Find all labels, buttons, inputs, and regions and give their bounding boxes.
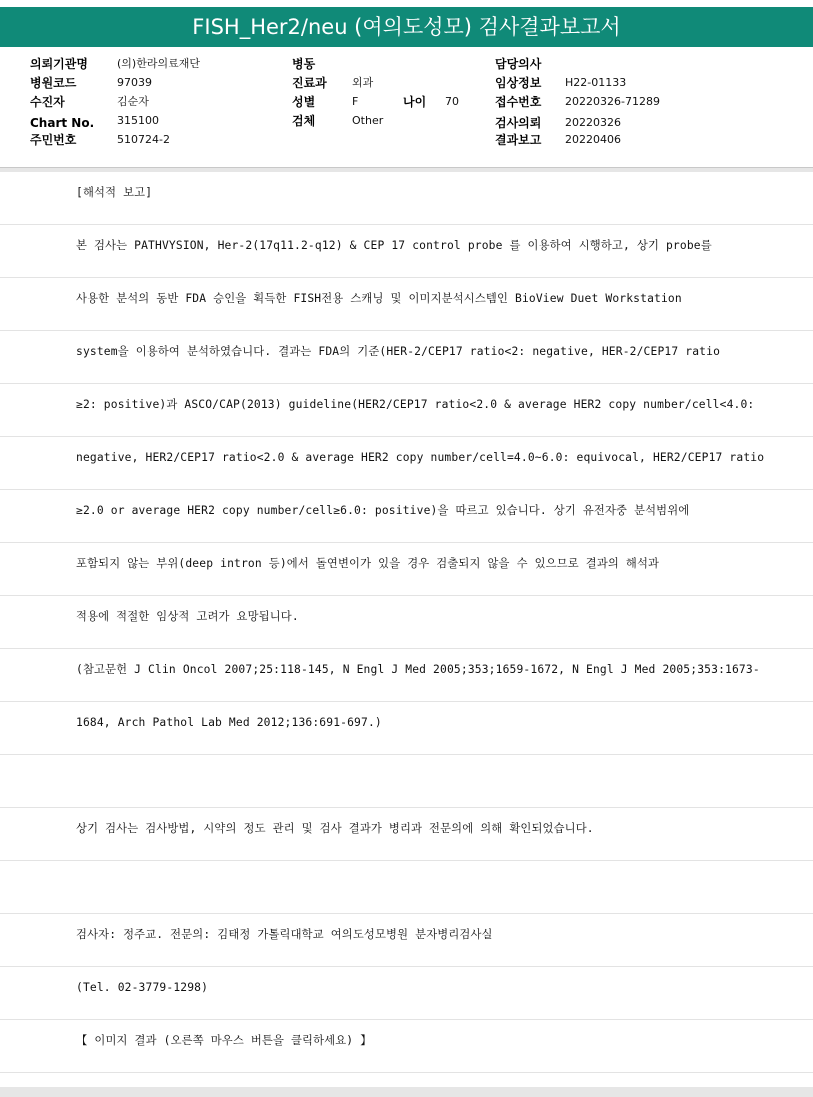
report-line xyxy=(0,861,813,914)
examinee-label: 수진자 xyxy=(30,95,65,109)
report-line xyxy=(0,225,813,278)
test-request-value: 20220326 xyxy=(565,116,621,129)
institution-label: 의뢰기관명 xyxy=(30,57,88,71)
clinical-info-label: 임상정보 xyxy=(495,76,542,90)
report-line-text: 적용에 적절한 임상적 고려가 요망됩니다. xyxy=(76,610,299,623)
report-line-text: system을 이용하여 분석하였습니다. 결과는 FDA의 기준(HER-2/CEP17 ratio<2: negative, HER-2/CEP17 ratio xyxy=(76,345,721,358)
sex-value: F xyxy=(352,95,359,108)
test-request-label: 검사의뢰 xyxy=(495,116,542,130)
report-line xyxy=(0,384,813,437)
report-line xyxy=(0,967,813,1020)
report-line-text: 사용한 분석의 동반 FDA 승인을 획득한 FISH전용 스캐닝 및 이미지분석시스템인 BioView Duet Workstation xyxy=(76,292,682,305)
report-line-text: (참고문헌 J Clin Oncol 2007;25:118-145, N Engl J Med 2005;353;1659-1672, N Engl J Med 2005;353:1673- xyxy=(76,663,760,676)
report-line xyxy=(0,702,813,755)
report-line-text: 상기 검사는 검사방법, 시약의 정도 관리 및 검사 결과가 병리과 전문의에 의해 확인되었습니다. xyxy=(76,822,594,835)
patient-info-panel xyxy=(0,47,813,168)
report-line xyxy=(0,331,813,384)
report-line xyxy=(0,490,813,543)
report-line xyxy=(0,649,813,702)
clinical-info-value: H22-01133 xyxy=(565,76,627,89)
age-value: 70 xyxy=(445,95,459,108)
report-line xyxy=(0,543,813,596)
resident-no-value: 510724-2 xyxy=(117,133,170,146)
chart-no-value: 315100 xyxy=(117,114,159,127)
receipt-no-label: 접수번호 xyxy=(495,95,542,109)
image-result-link-row[interactable] xyxy=(0,1020,813,1073)
report-title: FISH_Her2/neu (여의도성모) 검사결과보고서 xyxy=(0,7,813,47)
report-line-text: (Tel. 02-3779-1298) xyxy=(76,981,209,994)
doctor-label: 담당의사 xyxy=(495,57,542,71)
specimen-label: 검체 xyxy=(292,114,316,128)
age-label: 나이 xyxy=(403,95,427,109)
report-line-text: 포함되지 않는 부위(deep intron 등)에서 돌연변이가 있을 경우 검출되지 않을 수 있으므로 결과의 해석과 xyxy=(76,557,660,570)
result-report-label: 결과보고 xyxy=(495,133,542,147)
department-label: 진료과 xyxy=(292,76,327,90)
report-line-text: 1684, Arch Pathol Lab Med 2012;136:691-697.) xyxy=(76,716,382,729)
report-line xyxy=(0,808,813,861)
report-line xyxy=(0,437,813,490)
receipt-no-value: 20220326-71289 xyxy=(565,95,660,108)
report-line xyxy=(0,172,813,225)
specimen-value: Other xyxy=(352,114,384,127)
report-line xyxy=(0,914,813,967)
report-line xyxy=(0,596,813,649)
report-line-text: negative, HER2/CEP17 ratio<2.0 & average HER2 copy number/cell=4.0~6.0: equivocal, HER2/CEP17 ratio xyxy=(76,451,765,464)
report-line-text: ≥2: positive)과 ASCO/CAP(2013) guideline(HER2/CEP17 ratio<2.0 & average HER2 copy number/cell<4.0: xyxy=(76,398,755,411)
report-line xyxy=(0,278,813,331)
examinee-value: 김순자 xyxy=(117,95,149,108)
report-body xyxy=(0,172,813,1073)
hospital-code-value: 97039 xyxy=(117,76,152,89)
image-result-link[interactable]: 【 이미지 결과 (오른쪽 마우스 버튼을 클릭하세요) 】 xyxy=(76,1034,372,1047)
resident-no-label: 주민번호 xyxy=(30,133,77,147)
bottom-scroll-area xyxy=(0,1087,813,1097)
sex-label: 성별 xyxy=(292,95,316,109)
chart-no-label: Chart No. xyxy=(30,116,95,130)
institution-value: (의)한라의료재단 xyxy=(117,57,200,70)
hospital-code-label: 병원코드 xyxy=(30,76,77,90)
report-line-text: 본 검사는 PATHVYSION, Her-2(17q11.2-q12) & CEP 17 control probe 를 이용하여 시행하고, 상기 probe를 xyxy=(76,239,712,252)
result-report-value: 20220406 xyxy=(565,133,621,146)
department-value: 외과 xyxy=(352,76,374,89)
report-line xyxy=(0,755,813,808)
ward-label: 병동 xyxy=(292,57,316,71)
report-line-text: ≥2.0 or average HER2 copy number/cell≥6.0: positive)을 따르고 있습니다. 상기 유전자중 분석범위에 xyxy=(76,504,690,517)
report-line-text: 검사자: 정주교. 전문의: 김태정 가톨릭대학교 여의도성모병원 분자병리검사실 xyxy=(76,928,493,941)
report-line-text: [해석적 보고] xyxy=(76,186,153,199)
